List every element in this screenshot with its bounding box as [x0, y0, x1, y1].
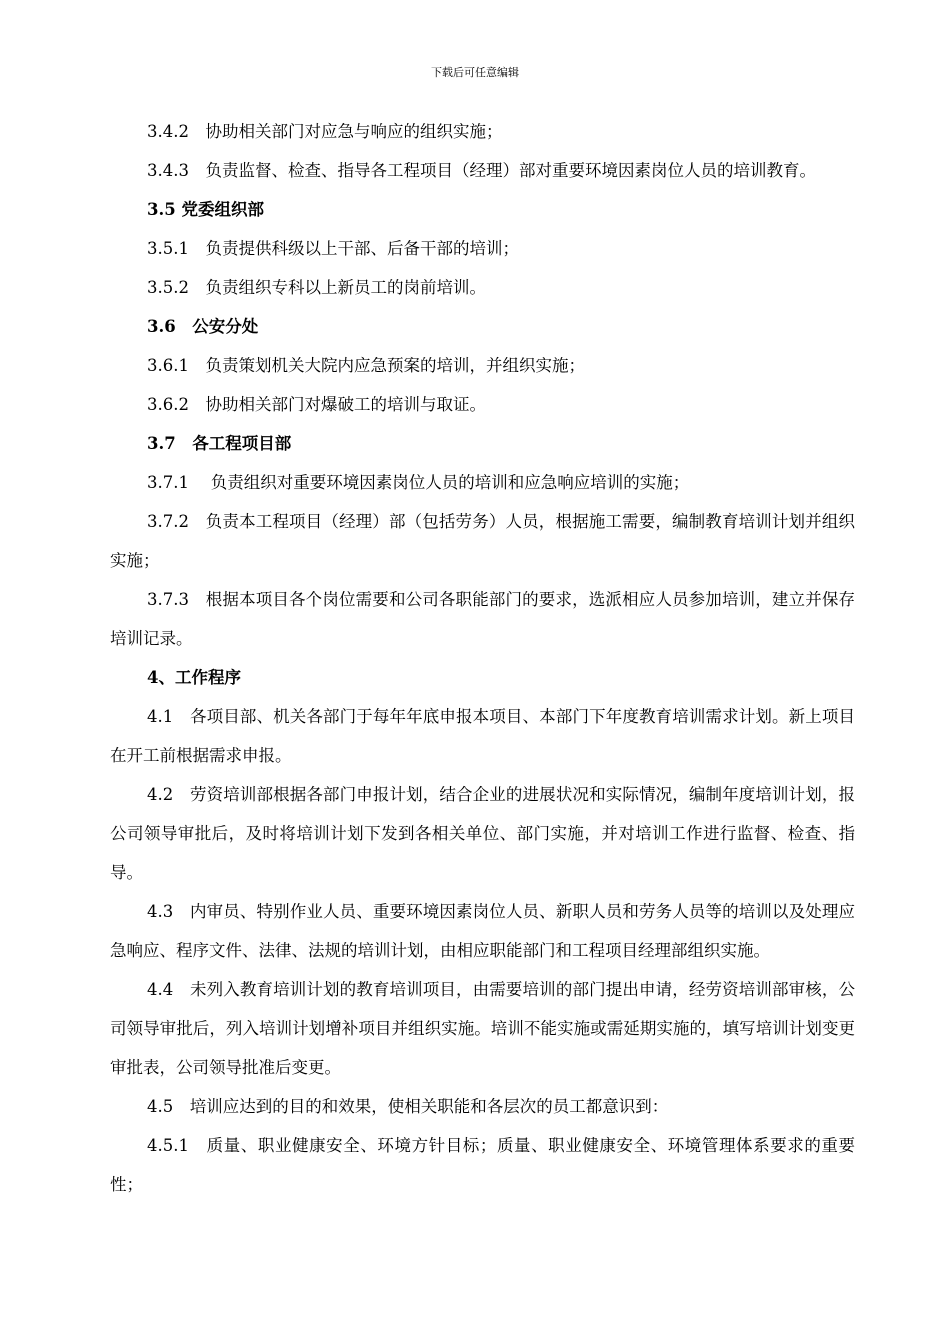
paragraph-4-4: 4.4 未列入教育培训计划的教育培训项目，由需要培训的部门提出申请，经劳资培训部审核，公司领导审批后，列入培训计划增补项目并组织实施。培训不能实施或需延期实施的，填写培训计划变更审批表，公司领导批准后变更。 — [110, 980, 855, 1077]
paragraph-4-5: 4.5 培训应达到的目的和效果，使相关职能和各层次的员工都意识到： — [147, 1097, 669, 1116]
paragraph-3-7-3: 3.7.3 根据本项目各个岗位需要和公司各职能部门的要求，选派相应人员参加培训，建立并保存培训记录。 — [110, 590, 855, 648]
section-heading-3-7: 3.7 各工程项目部 — [147, 434, 292, 453]
paragraph-3-4-2: 3.4.2 协助相关部门对应急与响应的组织实施； — [147, 122, 503, 141]
section-heading-4: 4、工作程序 — [147, 668, 241, 687]
page-header: 下载后可任意编辑 — [431, 66, 519, 79]
document-body — [110, 112, 855, 1204]
paragraph-4-5-1: 4.5.1 质量、职业健康安全、环境方针目标；质量、职业健康安全、环境管理体系要求的重要性； — [110, 1136, 855, 1194]
paragraph-3-7-2: 3.7.2 负责本工程项目（经理）部（包括劳务）人员，根据施工需要，编制教育培训计划并组织实施； — [110, 512, 855, 570]
paragraph-3-6-1: 3.6.1 负责策划机关大院内应急预案的培训，并组织实施； — [147, 356, 585, 375]
paragraph-3-5-1: 3.5.1 负责提供科级以上干部、后备干部的培训； — [147, 239, 519, 258]
paragraph-3-5-2: 3.5.2 负责组织专科以上新员工的岗前培训。 — [147, 278, 486, 297]
paragraph-4-3: 4.3 内审员、特别作业人员、重要环境因素岗位人员、新职人员和劳务人员等的培训以及处理应急响应、程序文件、法律、法规的培训计划，由相应职能部门和工程项目经理部组织实施。 — [110, 902, 855, 960]
section-heading-3-6: 3.6 公安分处 — [147, 317, 259, 336]
paragraph-3-4-3: 3.4.3 负责监督、检查、指导各工程项目（经理）部对重要环境因素岗位人员的培训教育。 — [147, 161, 816, 180]
paragraph-4-2: 4.2 劳资培训部根据各部门申报计划，结合企业的进展状况和实际情况，编制年度培训计划，报公司领导审批后，及时将培训计划下发到各相关单位、部门实施，并对培训工作进行监督、检查、指导。 — [110, 785, 855, 882]
section-heading-3-5: 3.5 党委组织部 — [147, 200, 264, 219]
paragraph-3-6-2: 3.6.2 协助相关部门对爆破工的培训与取证。 — [147, 395, 486, 414]
paragraph-3-7-1: 3.7.1 负责组织对重要环境因素岗位人员的培训和应急响应培训的实施； — [147, 473, 690, 492]
paragraph-4-1: 4.1 各项目部、机关各部门于每年年底申报本项目、本部门下年度教育培训需求计划。新上项目在开工前根据需求申报。 — [110, 707, 855, 765]
